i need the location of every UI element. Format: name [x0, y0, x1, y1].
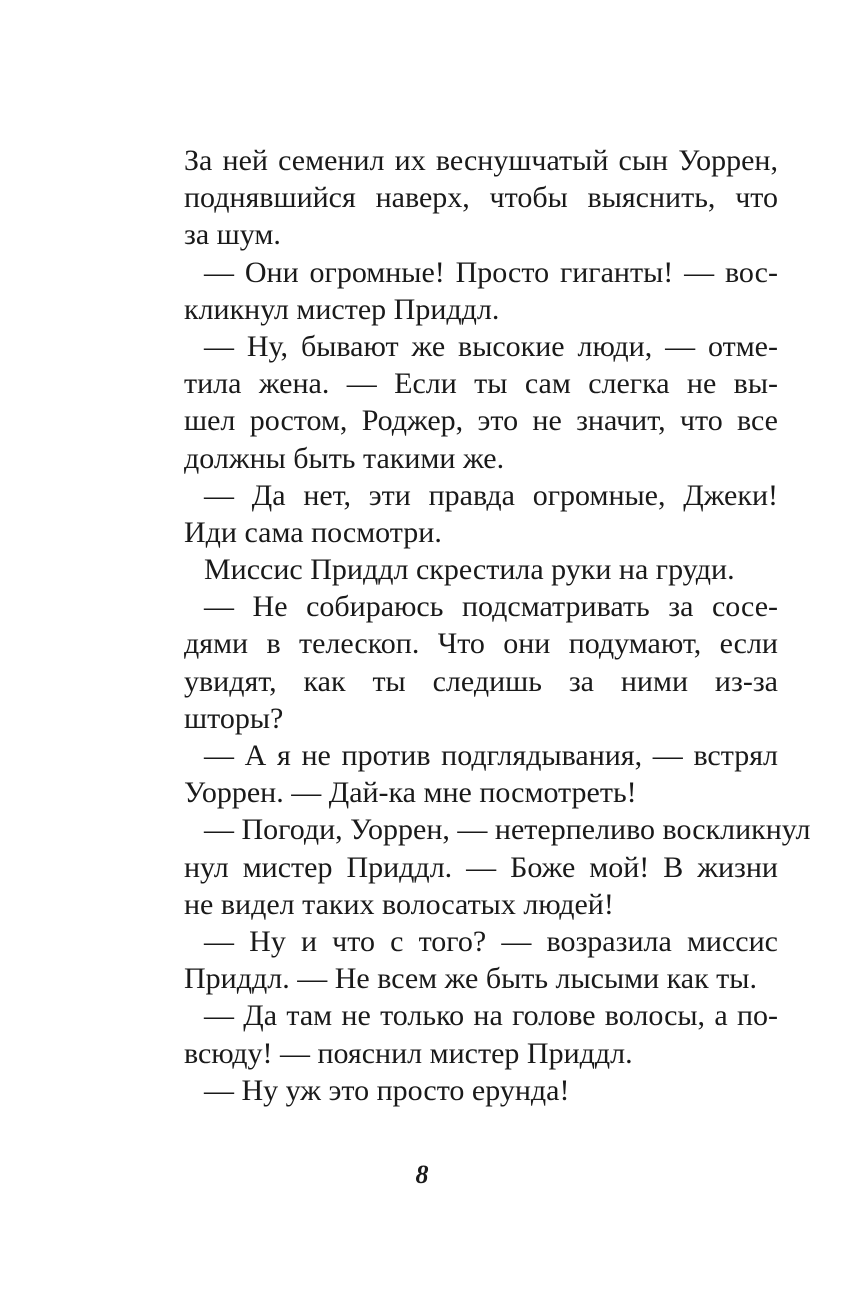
- text-line: увидят, как ты следишь за ними из-за: [184, 664, 778, 698]
- text-line: — Не собираюсь подсматривать за сосе-: [204, 590, 778, 624]
- text-line: Уоррен. — Дай-ка мне посмотреть!: [184, 776, 637, 810]
- text-line: Иди сама посмотри.: [184, 515, 442, 549]
- text-line: должны быть такими же.: [184, 441, 505, 475]
- text-line: за шум.: [184, 218, 281, 252]
- text-line: — Ну, бывают же высокие люди, — отме-: [204, 329, 778, 363]
- text-line: — Ну и что с того? — возразила миссис: [204, 924, 778, 958]
- text-line: поднявшийся наверх, чтобы выяснить, что: [184, 181, 778, 215]
- text-line: — Ну уж это просто ерунда!: [204, 1073, 570, 1107]
- text-line: — Они огромные! Просто гиганты! — вос-: [204, 255, 778, 289]
- text-line: — Погоди, Уоррен, — нетерпеливо воскликнул: [204, 813, 811, 847]
- text-line: всюду! — пояснил мистер Приддл.: [184, 1036, 633, 1070]
- text-line: шторы?: [184, 701, 284, 735]
- text-line: тила жена. — Если ты сам слегка не вы-: [184, 367, 778, 401]
- text-line: дями в телескоп. Что они подумают, если: [184, 627, 778, 661]
- text-line: За ней семенил их веснушчатый сын Уоррен,: [184, 144, 778, 177]
- body-text: [184, 142, 811, 1109]
- text-line: кликнул мистер Приддл.: [184, 292, 500, 326]
- text-line: не видел таких волосатых людей!: [184, 887, 614, 921]
- text-line: — Да нет, эти правда огромные, Джеки!: [204, 478, 778, 512]
- text-line: Миссис Приддл скрестила руки на груди.: [204, 553, 735, 587]
- page-number: 8: [415, 1160, 429, 1189]
- text-line: — Да там не только на голове волосы, а по-: [204, 999, 778, 1033]
- text-line: шел ростом, Роджер, это не значит, что все: [184, 404, 778, 438]
- text-line: нул мистер Приддл. — Боже мой! В жизни: [184, 850, 778, 884]
- text-line: Приддл. — Не всем же быть лысыми как ты.: [184, 962, 757, 996]
- text-line: — А я не против подглядывания, — встрял: [204, 739, 778, 772]
